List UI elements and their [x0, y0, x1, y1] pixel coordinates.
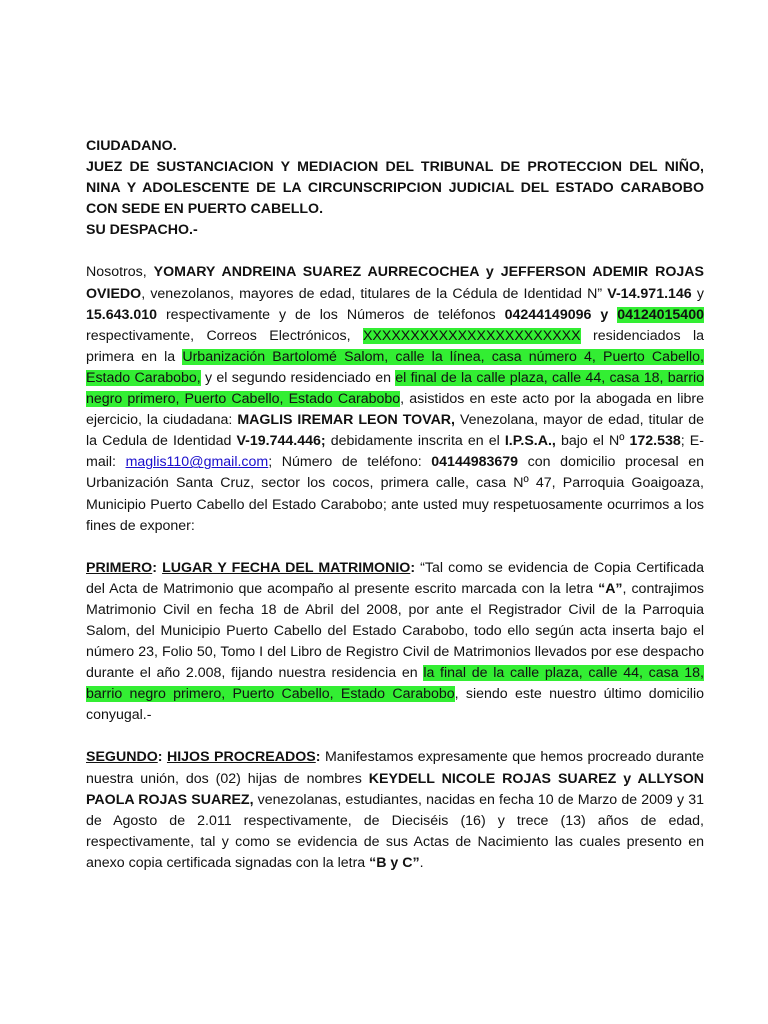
phone-1: 04244149096 y [504, 306, 609, 323]
addressee: JUEZ DE SUSTANCIACION Y MEDIACION DEL TRIBUNAL DE PROTECCION DEL NIÑO, NINA Y ADOLESCENTE DE LA CIRCUNSCRIPCION JUDICIAL DEL ESTADO CARABOBO CON SEDE EN PUERTO CABELLO. [86, 159, 704, 218]
document-page [86, 136, 704, 874]
address-2: el final de la calle plaza, calle 44, casa 18, barrio negro primero, Puerto Cabello, Estado Carabobo [86, 369, 704, 408]
id-number-1: V-14.971.146 [607, 285, 692, 302]
emails-redacted: XXXXXXXXXXXXXXXXXXXXXXX [362, 327, 581, 344]
phone-2: 04124015400 [617, 306, 704, 323]
lawyer-name: MAGLIS IREMAR LEON TOVAR, [237, 412, 455, 429]
segundo-label: SEGUNDO [86, 749, 158, 766]
ipsa-number: 172.538 [629, 433, 681, 450]
address-1: Urbanización Bartolomé Salom, calle la línea, casa número 4, Puerto Cabello, Estado Carabobo, [86, 348, 704, 386]
petitioner-names: YOMARY ANDREINA SUAREZ AURRECOCHEA y JEFFERSON ADEMIR ROJAS OVIEDO [86, 264, 704, 302]
lawyer-id: V-19.744.446; [236, 433, 326, 450]
salutation: CIUDADANO. [86, 138, 177, 154]
marital-address: la final de la calle plaza, calle 44, casa 18, barrio negro primero, Puerto Cabello, Estado Carabobo [86, 665, 705, 703]
intro-paragraph: Nosotros, YOMARY ANDREINA SUAREZ AURRECOCHEA y JEFFERSON ADEMIR ROJAS OVIEDO, venezolanos, mayores de edad, titulares de la Cédula de Identidad N” V-14.971.146 y 15.643.010 respectivamente y de los Números de teléfonos 04244149096 y 04124015400 respectivamente, Correos Electrónicos, XXXXXXXXXXXXXXXXXXXXXXX residenciados la primera en la Urbanización Bartolomé Salom, calle la línea, casa número 4, Puerto Cabello, Estado Carabobo, y el segundo residenciado en el final de la calle plaza, calle 44, casa 18, barrio negro primero, Puerto Cabello, Estado Carabobo, asistidos en este acto por la abogada en libre ejercicio, la ciudadana: MAGLIS IREMAR LEON TOVAR, Venezolana, mayor de edad, titular de la Cedula de Identidad V-19.744.446; debidamente inscrita en el I.P.S.A., bajo el Nº 172.538; E-mail: maglis110@gmail.com; Número de teléfono: 04144983679 con domicilio procesal en Urbanización Santa Cruz, sector los cocos, primera calle, casa Nº 47, Parroquia Goaigoaza, Municipio Puerto Cabello del Estado Carabobo; ante usted muy respetuosamente ocurrimos a los fines de exponer: [86, 264, 704, 534]
segundo-title: HIJOS PROCREADOS [166, 749, 316, 766]
despacho-line: SU DESPACHO.- [86, 222, 198, 239]
ipsa: I.P.S.A., [504, 433, 556, 450]
lawyer-phone: 04144983679 [431, 454, 519, 471]
letter-a: “A” [598, 580, 623, 597]
children-names: KEYDELL NICOLE ROJAS SUAREZ y ALLYSON PAOLA ROJAS SUAREZ, [86, 770, 704, 808]
letters-b-c: “B y C” [369, 854, 420, 871]
id-number-2: 15.643.010 [86, 306, 158, 323]
primero-paragraph: PRIMERO: LUGAR Y FECHA DEL MATRIMONIO: “Tal como se evidencia de Copia Certificada del Acta de Matrimonio que acompaño al presente escrito marcada con la letra “A”, contrajimos Matrimonio Civil en fecha 18 de Abril del 2008, por ante el Registrador Civil de la Parroquia Salom, del Municipio Puerto Cabello del Estado Carabobo, todo ello según acta inserta bajo el número 23, Folio 50, Tomo I del Libro de Registro Civil de Matrimonios llevados por ese despacho durante el año 2.008, fijando nuestra residencia en la final de la calle plaza, calle 44, casa 18, barrio negro primero, Puerto Cabello, Estado Carabobo, siendo este nuestro último domicilio conyugal.- [86, 559, 705, 724]
primero-title: LUGAR Y FECHA DEL MATRIMONIO [162, 559, 411, 576]
primero-label: PRIMERO [86, 559, 153, 576]
segundo-paragraph: SEGUNDO: HIJOS PROCREADOS: Manifestamos expresamente que hemos procreado durante nuestra unión, dos (02) hijas de nombres KEYDELL NICOLE ROJAS SUAREZ y ALLYSON PAOLA ROJAS SUAREZ, venezolanas, estudiantes, nacidas en fecha 10 de Marzo de 2009 y 31 de Agosto de 2.011 respectivamente, de Dieciséis (16) y trece (13) años de edad, respectivamente, tal y como se evidencia de sus Actas de Nacimiento las cuales presento en anexo copia certificada signadas con la letra “B y C”. [86, 749, 704, 871]
email-link[interactable]: maglis110@gmail.com [125, 454, 269, 471]
